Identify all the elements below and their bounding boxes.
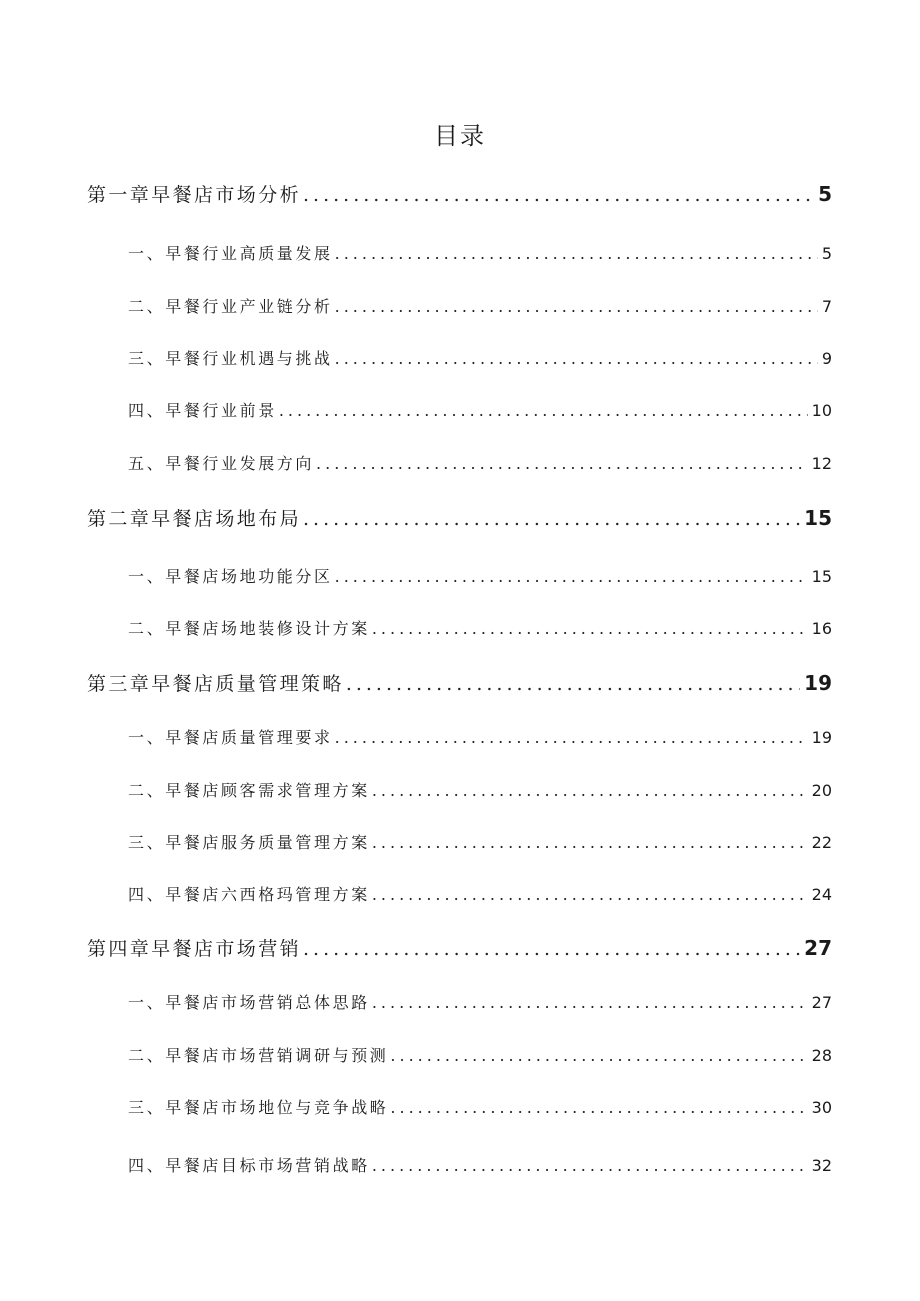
toc-section-1-3[interactable]: [128, 346, 832, 369]
toc-page-number: 5: [818, 182, 832, 206]
toc-leader: [346, 673, 800, 695]
toc-page-number: 16: [811, 619, 832, 638]
toc-page-number: 30: [811, 1098, 832, 1117]
toc-label: 第三章早餐店质量管理策略: [87, 673, 344, 695]
toc-leader: [372, 833, 808, 852]
toc-label: 一、早餐行业高质量发展: [128, 244, 333, 263]
toc-leader: [303, 938, 800, 960]
toc-chapter-1[interactable]: [87, 180, 832, 207]
toc-section-1-5[interactable]: [128, 451, 832, 474]
toc-leader: [335, 349, 818, 368]
toc-label: 第二章早餐店场地布局: [87, 508, 302, 530]
toc-leader: [335, 244, 818, 263]
toc-label: 五、早餐行业发展方向: [128, 454, 315, 473]
toc-label: 一、早餐店场地功能分区: [128, 567, 333, 586]
toc-chapter-3[interactable]: [87, 669, 832, 696]
toc-page-number: 12: [811, 454, 832, 473]
toc-label: 二、早餐店场地装修设计方案: [128, 619, 370, 638]
toc-page-number: 15: [804, 506, 832, 530]
toc-label: 一、早餐店质量管理要求: [128, 728, 333, 747]
toc-leader: [316, 454, 808, 473]
toc-page-number: 22: [811, 833, 832, 852]
toc-section-3-1[interactable]: [128, 725, 832, 748]
toc-page-number: 9: [821, 349, 832, 368]
toc-page-number: 28: [811, 1046, 832, 1065]
toc-section-3-3[interactable]: [128, 830, 832, 853]
toc-leader: [335, 297, 818, 316]
toc-section-1-1[interactable]: [128, 241, 832, 264]
toc-section-3-4[interactable]: [128, 882, 832, 905]
toc-leader: [279, 401, 808, 420]
page-title: 目录: [434, 122, 486, 150]
toc-leader: [303, 508, 800, 530]
toc-section-4-3[interactable]: [128, 1095, 832, 1118]
toc-page-number: 27: [811, 993, 832, 1012]
toc-section-3-2[interactable]: [128, 778, 832, 801]
toc-label: 二、早餐行业产业链分析: [128, 297, 333, 316]
toc-section-2-1[interactable]: [128, 564, 832, 587]
toc-section-2-2[interactable]: [128, 616, 832, 639]
toc-section-1-4[interactable]: [128, 398, 832, 421]
toc-label: 一、早餐店市场营销总体思路: [128, 993, 370, 1012]
toc-label: 二、早餐店市场营销调研与预测: [128, 1046, 389, 1065]
toc-leader: [303, 184, 814, 206]
toc-leader: [372, 1156, 808, 1175]
toc-label: 四、早餐行业前景: [128, 401, 277, 420]
toc-section-4-4[interactable]: [128, 1153, 832, 1176]
toc-page-number: 27: [804, 936, 832, 960]
toc-leader: [372, 781, 808, 800]
toc-label: 四、早餐店目标市场营销战略: [128, 1156, 370, 1175]
toc-leader: [372, 885, 808, 904]
toc-page-number: 19: [811, 728, 832, 747]
toc-page-number: 5: [821, 244, 832, 263]
toc-page-number: 15: [811, 567, 832, 586]
toc-label: 三、早餐店服务质量管理方案: [128, 833, 370, 852]
toc-label: 第四章早餐店市场营销: [87, 938, 302, 960]
toc-leader: [335, 728, 808, 747]
toc-label: 二、早餐店顾客需求管理方案: [128, 781, 370, 800]
toc-leader: [390, 1098, 807, 1117]
toc-page-number: 24: [811, 885, 832, 904]
toc-section-4-1[interactable]: [128, 990, 832, 1013]
toc-leader: [372, 619, 808, 638]
toc-page-number: 10: [811, 401, 832, 420]
toc-section-1-2[interactable]: [128, 294, 832, 317]
toc-leader: [372, 993, 808, 1012]
toc-page-number: 19: [804, 671, 832, 695]
toc-page-number: 32: [811, 1156, 832, 1175]
toc-label: 三、早餐行业机遇与挑战: [128, 349, 333, 368]
toc-page-number: 7: [821, 297, 832, 316]
toc-section-4-2[interactable]: [128, 1043, 832, 1066]
toc-chapter-2[interactable]: [87, 504, 832, 531]
toc-leader: [390, 1046, 807, 1065]
toc-page-number: 20: [811, 781, 832, 800]
toc-label: 第一章早餐店市场分析: [87, 184, 302, 206]
toc-label: 三、早餐店市场地位与竞争战略: [128, 1098, 389, 1117]
toc-leader: [335, 567, 808, 586]
toc-label: 四、早餐店六西格玛管理方案: [128, 885, 370, 904]
toc-chapter-4[interactable]: [87, 934, 832, 961]
